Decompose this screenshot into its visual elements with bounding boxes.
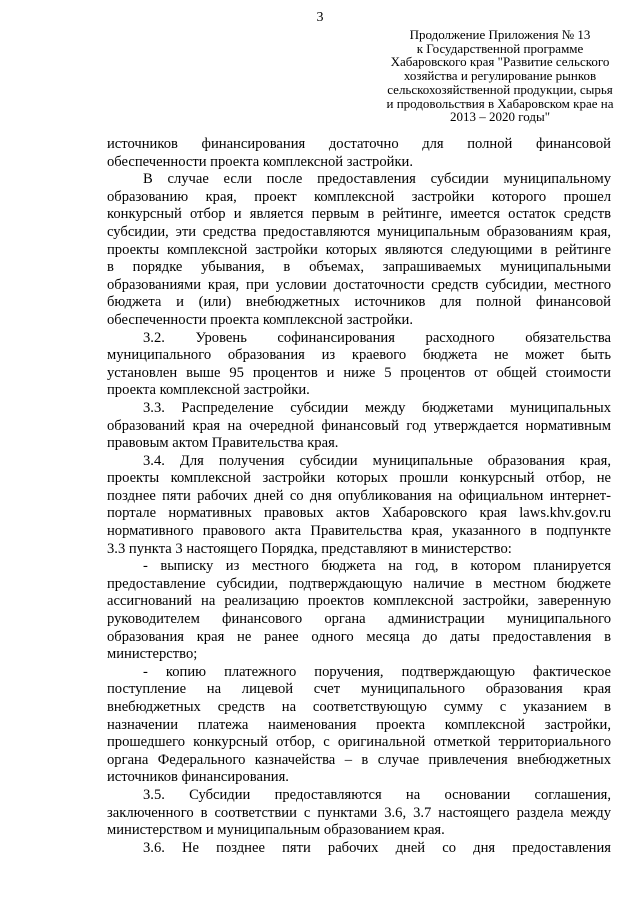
text-line: образованию края, проект комплексной застройки которого прошел — [107, 188, 611, 205]
list-item-first-line: - копию платежного поручения, подтверждающую фактическое — [143, 663, 611, 680]
text-line: министерством и муниципальным образованием края. — [107, 822, 445, 839]
appendix-header-line: к Государственной программе — [416, 40, 584, 56]
text-line: бюджета и (или) внебюджетных источников для полной финансовой — [107, 294, 611, 311]
text-line: правовым актом Правительства края. — [107, 435, 339, 452]
text-line: предоставление субсидии, подтверждающую наличие в местном бюджете — [107, 575, 611, 592]
text-line: обеспеченности проекта комплексной застройки. — [107, 311, 413, 328]
text-line: прошедшего конкурсный отбор, с оригинальной отметкой территориального — [107, 734, 611, 751]
text-line: руководителем финансового органа администрации муниципального — [107, 611, 611, 628]
text-line: муниципального образования из краевого бюджета не может быть — [107, 347, 611, 364]
text-line: конкурсный отбор и является первым в рейтинге, имеется остаток средств — [107, 206, 611, 223]
text-line: заключенного в соответствии с пунктами 3.6, 3.7 настоящего раздела между — [107, 804, 611, 821]
text-line: 3.3 пункта 3 настоящего Порядка, представляют в министерство: — [107, 540, 512, 557]
text-line: министерство; — [107, 646, 198, 663]
text-line: в порядке убывания, в объемах, запрашиваемых муниципальными — [107, 259, 611, 276]
paragraph-first-line: 3.3. Распределение субсидии между бюджетами муниципальных — [143, 399, 611, 416]
appendix-header-line: Продолжение Приложения № 13 — [409, 27, 591, 42]
paragraph-first-line: 3.2. Уровень софинансирования расходного обязательства — [143, 329, 611, 346]
text-line: проекта комплексной застройки. — [107, 382, 310, 399]
appendix-header — [374, 28, 626, 124]
page-number: 3 — [316, 10, 324, 25]
paragraph-first-line: 3.5. Субсидии предоставляются на основании соглашения, — [143, 786, 611, 803]
text-line: поступление на лицевой счет муниципального образования края — [107, 681, 611, 698]
text-line: проекты комплексной застройки которых являются следующими в рейтинге — [107, 241, 611, 258]
document-body — [107, 136, 611, 857]
text-line: ассигнований на реализацию проектов комплексной застройки, заверенную — [107, 593, 611, 610]
paragraph-first-line: В случае если после предоставления субсидии муниципальному — [143, 171, 611, 188]
text-line: источников финансирования достаточно для полной финансовой — [107, 136, 611, 152]
paragraph-first-line: 3.4. Для получения субсидии муниципальные образования края, — [143, 452, 611, 469]
text-line: портале нормативных правовых актов Хабаровского края laws.khv.gov.ru — [107, 505, 611, 522]
text-line: нормативного правового акта Правительства края, указанного в подпункте — [107, 523, 611, 540]
text-line: субсидии, эти средства предоставляются муниципальным образованиям края, — [107, 223, 611, 240]
appendix-header-line: хозяйства и регулирование рынков — [403, 68, 597, 84]
appendix-header-line: и продовольствия в Хабаровском крае на — [386, 95, 614, 111]
text-line: обеспеченности проекта комплексной застройки. — [107, 153, 413, 170]
appendix-header-line: сельскохозяйственной продукции, сырья — [387, 81, 613, 97]
text-line: внебюджетных средств на соответствующую сумму с указанием в — [107, 699, 611, 715]
appendix-header-line: Хабаровского края "Развитие сельского — [390, 54, 610, 70]
text-line: образованиями края, при условии достаточности средств субсидии, местного — [107, 276, 611, 293]
text-line: образования края не ранее одного месяца до даты предоставления в — [107, 628, 611, 645]
text-line: позднее пяти рабочих дней со дня опубликования на официальном интернет- — [107, 487, 611, 504]
appendix-header-line: 2013 – 2020 годы" — [449, 109, 551, 125]
paragraph-first-line: 3.6. Не позднее пяти рабочих дней со дня предоставления — [143, 839, 611, 856]
list-item-first-line: - выписку из местного бюджета на год, в котором планируется — [143, 558, 611, 575]
text-line: проекты комплексной застройки которых прошли конкурсный отбор, не — [107, 470, 611, 487]
text-line: установлен выше 95 процентов и ниже 5 процентов от общей стоимости — [107, 364, 611, 381]
text-line: образований края на очередной финансовый год утверждается нормативным — [107, 417, 611, 434]
text-line: органа Федерального казначейства – в случае привлечения внебюджетных — [107, 751, 611, 768]
text-line: назначении платежа наименования проекта комплексной застройки, — [107, 716, 611, 733]
text-line: источников финансирования. — [107, 769, 289, 786]
